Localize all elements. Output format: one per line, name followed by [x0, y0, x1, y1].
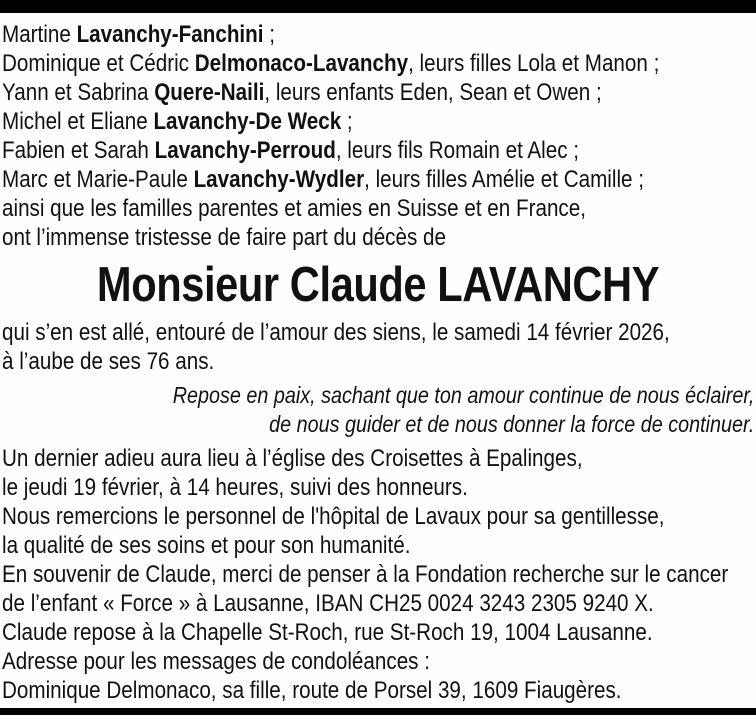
text-segment: Martine: [2, 21, 77, 48]
text-line: le jeudi 19 février, à 14 heures, suivi des honneurs.: [2, 474, 468, 501]
text-segment: ;: [341, 108, 353, 135]
family-list: [2, 20, 756, 252]
text-line: [2, 20, 659, 49]
text-segment: ont l’immense tristesse de faire part du décès de: [2, 224, 446, 251]
top-border-bar: [0, 0, 756, 13]
text-segment: ;: [263, 21, 275, 48]
family-surname-bold: Delmonaco-Lavanchy: [194, 50, 409, 77]
text-segment: Dominique et Cédric: [2, 50, 195, 77]
text-line: [2, 223, 659, 252]
family-surname-bold: Lavanchy-Fanchini: [76, 21, 264, 48]
text-segment: ainsi que les familles parentes et amies en Suisse et en France,: [2, 195, 586, 222]
family-surname-bold: Quere-Naili: [154, 79, 265, 106]
text-segment: Michel et Eliane: [2, 108, 154, 135]
text-line: Dominique Delmonaco, sa fille, route de Porsel 39, 1609 Fiaugères.: [2, 677, 622, 704]
text-line: Adresse pour les messages de condoléances :: [2, 648, 430, 675]
text-line: [2, 49, 659, 78]
text-line: [2, 78, 659, 107]
text-segment: Marc et Marie-Paule: [2, 166, 194, 193]
death-notice: [2, 318, 756, 376]
text-line: à l’aube de ses 76 ans.: [2, 348, 215, 375]
text-line: Un dernier adieu aura lieu à l’église des Croisettes à Epalinges,: [2, 445, 583, 472]
family-surname-bold: Lavanchy-De Weck: [153, 108, 342, 135]
memorial-quote: [78, 381, 754, 439]
text-line: la qualité de ses soins et pour son humanité.: [2, 532, 411, 559]
text-segment: , leurs filles Lola et Manon ;: [408, 50, 660, 77]
ceremony-info: [2, 444, 756, 705]
text-line: En souvenir de Claude, merci de penser à la Fondation recherche sur le cancer: [2, 561, 729, 588]
text-line: [2, 194, 659, 223]
text-line: Nous remercions le personnel de l'hôpital de Lavaux pour sa gentillesse,: [2, 503, 665, 530]
bottom-border-bar: [0, 708, 756, 715]
text-line: qui s’en est allé, entouré de l’amour des siens, le samedi 14 février 2026,: [2, 319, 670, 346]
text-segment: Fabien et Sarah: [2, 137, 155, 164]
text-line: [2, 107, 659, 136]
text-segment: , leurs fils Romain et Alec ;: [335, 137, 580, 164]
text-segment: Yann et Sabrina: [2, 79, 155, 106]
family-surname-bold: Lavanchy-Wydler: [193, 166, 365, 193]
text-segment: , leurs filles Amélie et Camille ;: [364, 166, 644, 193]
text-line: [2, 136, 659, 165]
text-line: [2, 165, 659, 194]
text-segment: , leurs enfants Eden, Sean et Owen ;: [264, 79, 602, 106]
deceased-name-title: Monsieur Claude LAVANCHY: [96, 258, 660, 312]
text-line: Claude repose à la Chapelle St-Roch, rue St-Roch 19, 1004 Lausanne.: [2, 619, 653, 646]
text-line: de nous guider et de nous donner la force de continuer.: [268, 411, 754, 437]
family-surname-bold: Lavanchy-Perroud: [154, 137, 336, 164]
text-line: de l’enfant « Force » à Lausanne, IBAN CH25 0024 3243 2305 9240 X.: [2, 590, 654, 617]
text-line: Repose en paix, sachant que ton amour continue de nous éclairer,: [172, 382, 754, 408]
